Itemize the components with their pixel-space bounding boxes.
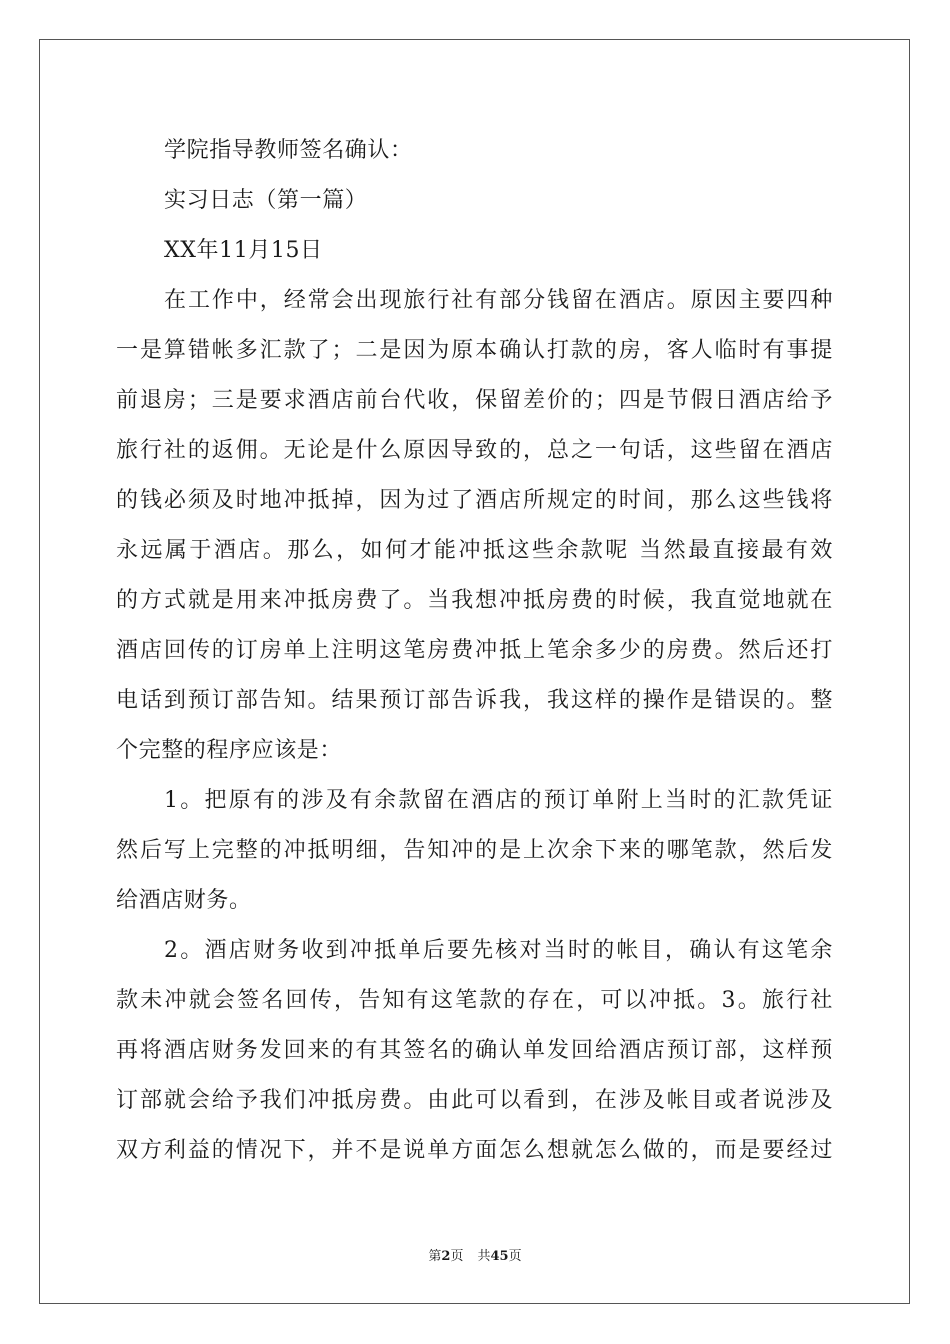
- paragraph-line: 订部就会给予我们冲抵房费。由此可以看到，在涉及帐目或者说涉及: [116, 1088, 833, 1113]
- paragraph-line: 电话到预订部告知。结果预订部告诉我，我这样的操作是错误的。整: [116, 688, 833, 713]
- page-footer: [0, 1245, 950, 1264]
- paragraph-line: 酒店回传的订房单上注明这笔房费冲抵上笔余多少的房费。然后还打: [116, 638, 833, 663]
- paragraph-line: 给酒店财务。: [116, 888, 252, 913]
- log-date: XX年11月15日: [164, 238, 323, 263]
- paragraph-line: 个完整的程序应该是：: [116, 738, 343, 763]
- paragraph-line: 然后写上完整的冲抵明细，告知冲的是上次余下来的哪笔款，然后发: [116, 838, 833, 863]
- page-prefix: 第: [428, 1249, 442, 1264]
- paragraph-line: 双方利益的情况下，并不是说单方面怎么想就怎么做的，而是要经过: [116, 1138, 833, 1163]
- paragraph-line: 在工作中，经常会出现旅行社有部分钱留在酒店。原因主要四种: [164, 288, 833, 313]
- document-body: [116, 126, 833, 1176]
- paragraph-line: 一是算错帐多汇款了；二是因为原本确认打款的房，客人临时有事提: [116, 338, 833, 363]
- paragraph-line: 再将酒店财务发回来的有其签名的确认单发回给酒店预订部，这样预: [116, 1038, 833, 1063]
- total-suffix: 页: [508, 1249, 522, 1264]
- paragraph-line: 1。把原有的涉及有余款留在酒店的预订单附上当时的汇款凭证: [164, 788, 833, 813]
- paragraph-line: 前退房；三是要求酒店前台代收，保留差价的；四是节假日酒店给予: [116, 388, 833, 413]
- paragraph-line: 的方式就是用来冲抵房费了。当我想冲抵房费的时候，我直觉地就在: [116, 588, 833, 613]
- paragraph-line: 的钱必须及时地冲抵掉，因为过了酒店所规定的时间，那么这些钱将: [116, 488, 833, 513]
- paragraph-line: 2。酒店财务收到冲抵单后要先核对当时的帐目，确认有这笔余: [164, 938, 833, 963]
- total-prefix: 共: [477, 1249, 491, 1264]
- paragraph-line: 旅行社的返佣。无论是什么原因导致的，总之一句话，这些留在酒店: [116, 438, 833, 463]
- signature-line: 学院指导教师签名确认：: [164, 138, 413, 163]
- page-total: 45: [490, 1249, 509, 1264]
- paragraph-line: 永远属于酒店。那么，如何才能冲抵这些余款呢 当然最直接最有效: [116, 538, 833, 563]
- page-suffix: 页: [450, 1249, 464, 1264]
- paragraph-line: 款未冲就会签名回传，告知有这笔款的存在，可以冲抵。3。旅行社: [116, 988, 833, 1013]
- log-title: 实习日志（第一篇）: [164, 188, 368, 213]
- page-current: 2: [441, 1249, 451, 1264]
